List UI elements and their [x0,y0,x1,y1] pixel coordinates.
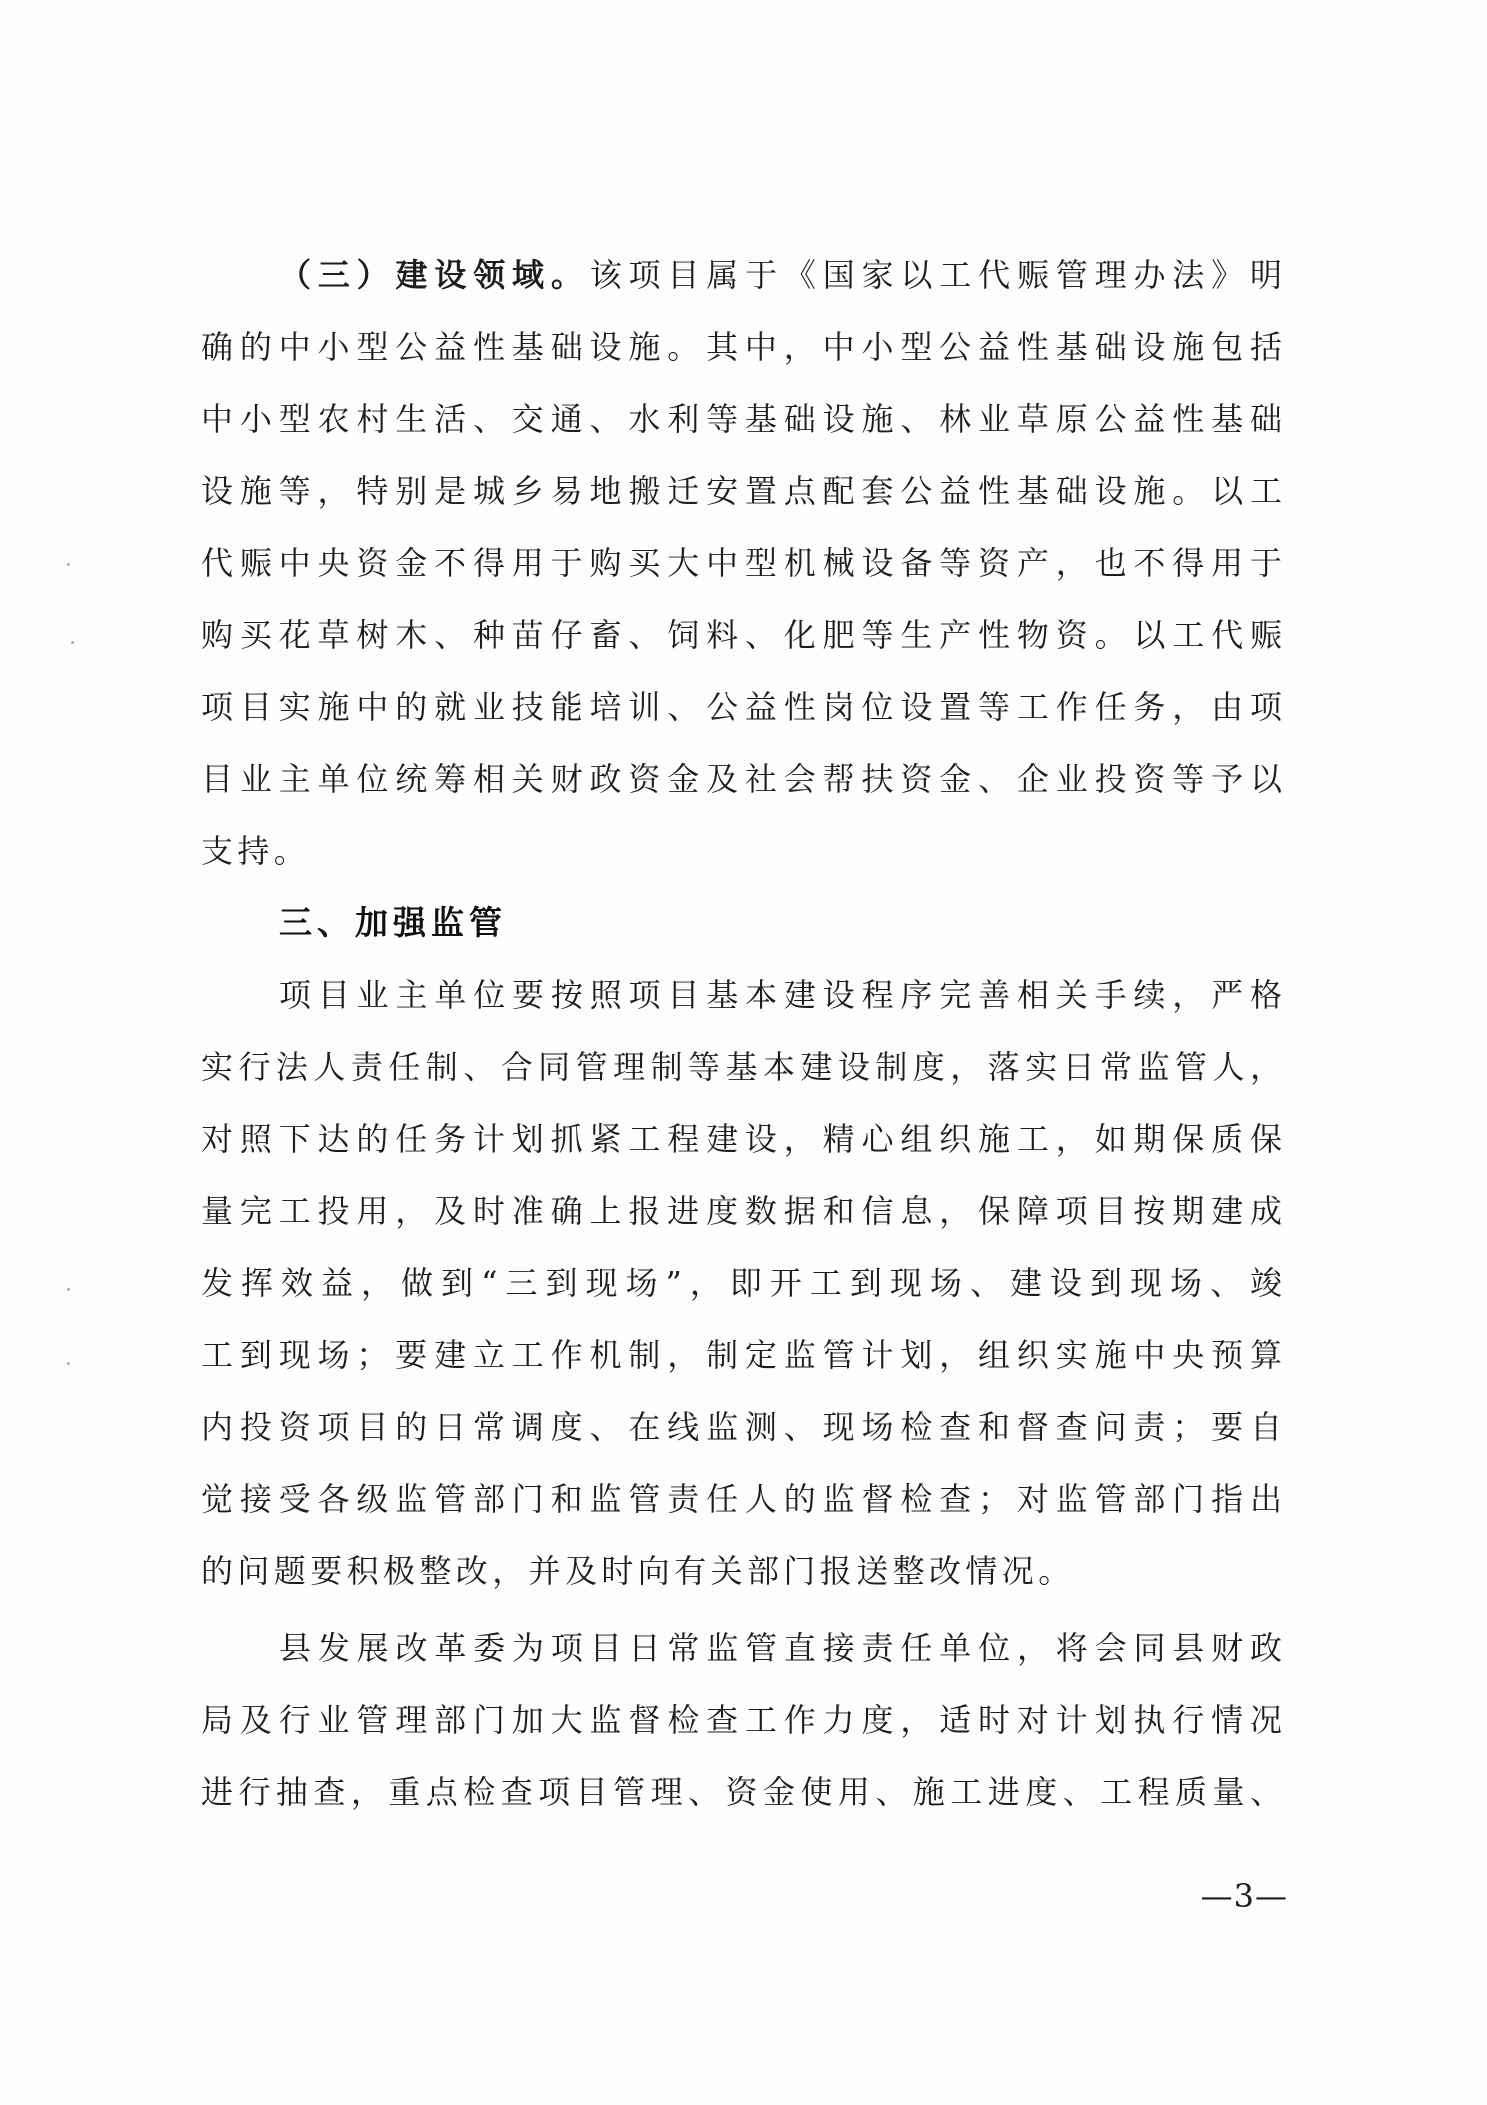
paragraph-line: 支持。 [201,832,311,870]
supervision-paragraph-1 [201,959,1282,1607]
paragraph-line: 县发展改革委为项目日常监管直接责任单位，将会同县财政 [279,1629,1282,1667]
subsection-title: （三）建设领域。 [279,256,590,294]
construction-scope-paragraph [201,239,1282,887]
paragraph-line: 设施等，特别是城乡易地搬迁安置点配套公益性基础设施。以工 [201,472,1282,510]
page-number: —3— [1200,1877,1288,1915]
paragraph-line: 觉接受各级监管部门和监管责任人的监督检查；对监管部门指出 [201,1480,1282,1518]
scan-speck [67,1288,70,1291]
paragraph-line: 项目业主单位要按照项目基本建设程序完善相关手续，严格 [279,976,1282,1014]
paragraph-line: 量完工投用，及时准确上报进度数据和信息，保障项目按期建成 [201,1192,1282,1230]
paragraph-line: 的问题要积极整改，并及时向有关部门报送整改情况。 [201,1552,1075,1590]
paragraph-line: 代赈中央资金不得用于购买大中型机械设备等资产，也不得用于 [201,544,1282,582]
paragraph-line: 中小型农村生活、交通、水利等基础设施、林业草原公益性基础 [201,400,1282,438]
paragraph-line: 实行法人责任制、合同管理制等基本建设制度，落实日常监管人， [201,1048,1282,1086]
paragraph-line: 购买花草树木、种苗仔畜、饲料、化肥等生产性物资。以工代赈 [201,616,1282,654]
scan-speck [71,641,74,644]
paragraph-line: 工到现场；要建立工作机制，制定监管计划，组织实施中央预算 [201,1336,1282,1374]
paragraph-line-text: 该项目属于《国家以工代赈管理办法》明 [589,256,1282,294]
scan-speck [67,563,70,566]
paragraph-line: 项目实施中的就业技能培训、公益性岗位设置等工作任务，由项 [201,688,1282,726]
paragraph-line: 进行抽查，重点检查项目管理、资金使用、施工进度、工程质量、 [201,1773,1282,1811]
paragraph-line: 对照下达的任务计划抓紧工程建设，精心组织施工，如期保质保 [201,1120,1282,1158]
document-body [201,239,1282,1828]
paragraph-line: 内投资项目的日常调度、在线监测、现场检查和督查问责；要自 [201,1408,1282,1446]
scan-speck [67,1362,70,1365]
paragraph-line: 目业主单位统筹相关财政资金及社会帮扶资金、企业投资等予以 [201,760,1282,798]
supervision-paragraph-2 [201,1612,1282,1828]
paragraph-line: 局及行业管理部门加大监督检查工作力度，适时对计划执行情况 [201,1701,1282,1739]
paragraph-line [201,239,1282,311]
section-heading: 三、加强监管 [279,903,507,942]
paragraph-line: 发挥效益，做到“三到现场”，即开工到现场、建设到现场、竣 [201,1264,1282,1302]
paragraph-line: 确的中小型公益性基础设施。其中，中小型公益性基础设施包括 [201,328,1282,366]
